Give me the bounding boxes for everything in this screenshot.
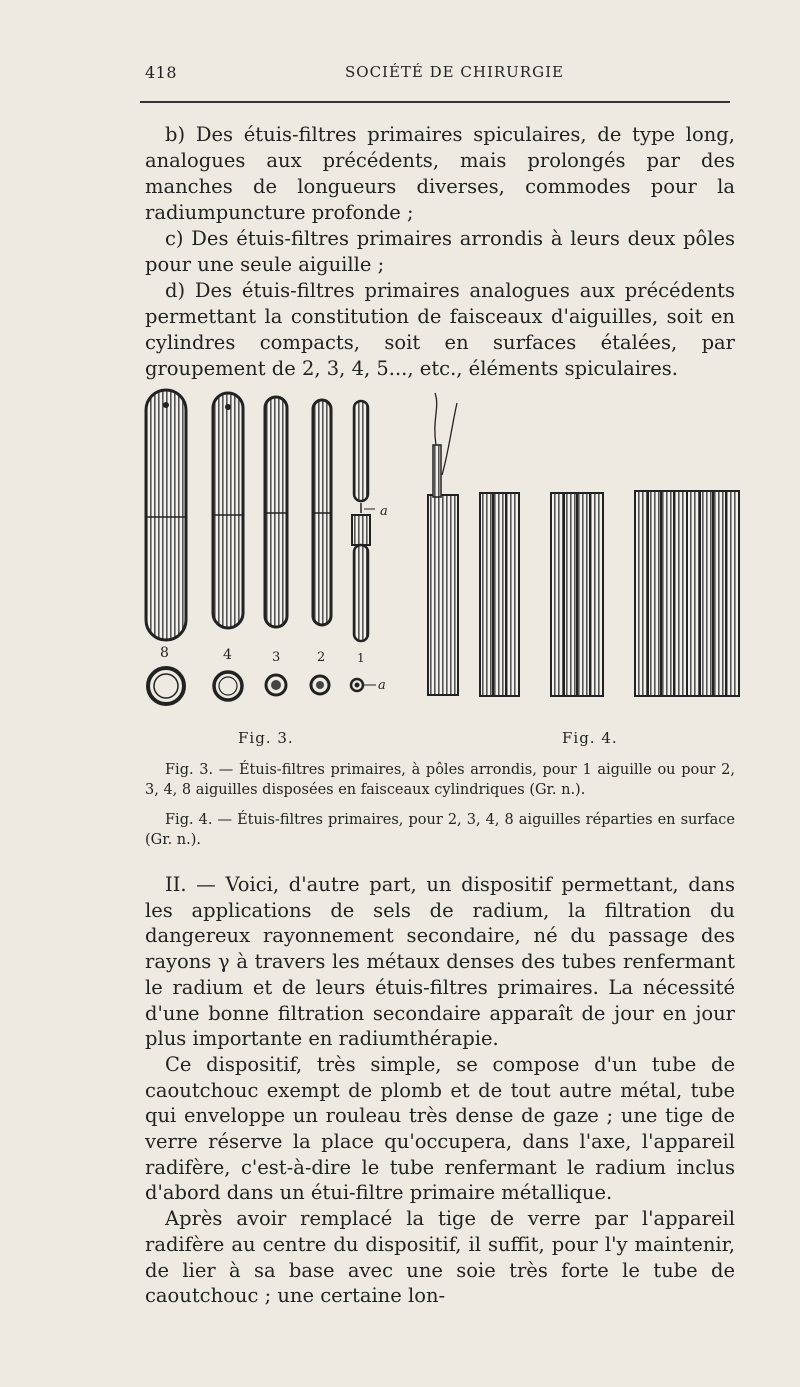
- paragraph-ii: II. — Voici, d'autre part, un dispositif permettant, dans les applications de sels de radium, la filtration du dangereux rayonnement secondaire, né du passage des rayons γ à travers les métaux denses des tubes renfermant le radium et de leurs étuis-filtres primaires. La nécessité d'une bonne filtration secondaire apparaît de jour en jour plus importante en radiumthérapie.: [145, 873, 735, 1051]
- header-rule: [140, 101, 730, 103]
- fig4-title: Fig. 4.: [562, 729, 618, 747]
- fig4-group-3: [480, 493, 519, 696]
- fig3-label-1: 1: [357, 651, 365, 665]
- figure-illustration: [130, 385, 750, 725]
- fig4-group-8: [635, 491, 739, 696]
- fig4-single-tube: [428, 393, 458, 695]
- case-2-needles: [313, 400, 331, 625]
- case-8-needles: [146, 390, 186, 640]
- fig3-label-8: 8: [160, 645, 169, 661]
- marker-a-top: a: [380, 504, 388, 519]
- caption-fig3: [145, 760, 735, 800]
- fig3-title: Fig. 3.: [238, 729, 294, 747]
- text-block-bottom: [145, 872, 735, 1309]
- paragraph-d: d) Des étuis-filtres primaires analogues aux précédents permettant la constitution de faisceaux d'aiguilles, soit en cylindres compacts, soit en surfaces étalées, par groupement de 2, 3, 4, 5..., etc., éléments spiculaires.: [145, 279, 735, 380]
- case-3-needles: [265, 397, 287, 627]
- caption-fig4-text: Fig. 4. — Étuis-filtres primaires, pour 2, 3, 4, 8 aiguilles réparties en surface (Gr. n.).: [145, 812, 735, 848]
- paragraph-dispositif: Ce dispositif, très simple, se compose d'un tube de caoutchouc exempt de plomb et de tout autre métal, tube qui enveloppe un rouleau très dense de gaze ; une tige de verre réserve la place qu'occupera, dans l'axe, l'appareil radifère, c'est-à-dire le tube renfermant le radium inclus d'abord dans un étui-filtre primaire métallique.: [145, 1052, 735, 1205]
- paragraph-apres: Après avoir remplacé la tige de verre par l'appareil radifère au centre du dispositif, il suffit, pour l'y maintenir, de lier à sa base avec une soie très forte le tube de caoutchouc ; une certaine lon-: [145, 1207, 735, 1308]
- fig3-label-3: 3: [272, 650, 281, 665]
- case-4-needles: [213, 393, 243, 628]
- cross-sections: [148, 668, 376, 704]
- text-block-top: [145, 122, 735, 382]
- fig3-label-2: 2: [317, 650, 326, 665]
- marker-a-bottom: a: [378, 678, 386, 693]
- running-title: SOCIÉTÉ DE CHIRURGIE: [345, 63, 564, 81]
- page-header: [145, 63, 735, 87]
- paragraph-c: c) Des étuis-filtres primaires arrondis à leurs deux pôles pour une seule aiguille ;: [145, 227, 735, 276]
- fig3-label-4: 4: [223, 647, 232, 663]
- fig4-group-4: [551, 493, 603, 696]
- paragraph-b: b) Des étuis-filtres primaires spiculaires, de type long, analogues aux précédents, mais prolongés par des manches de longueurs diverses, commodes pour la radiumpuncture profonde ;: [145, 123, 735, 224]
- page-number: 418: [145, 63, 178, 82]
- caption-fig4: [145, 810, 735, 850]
- case-1-needle: [352, 401, 375, 641]
- caption-fig3-text: Fig. 3. — Étuis-filtres primaires, à pôles arrondis, pour 1 aiguille ou pour 2, 3, 4, 8 aiguilles disposées en faisceaux cylindriques (Gr. n.).: [145, 762, 735, 798]
